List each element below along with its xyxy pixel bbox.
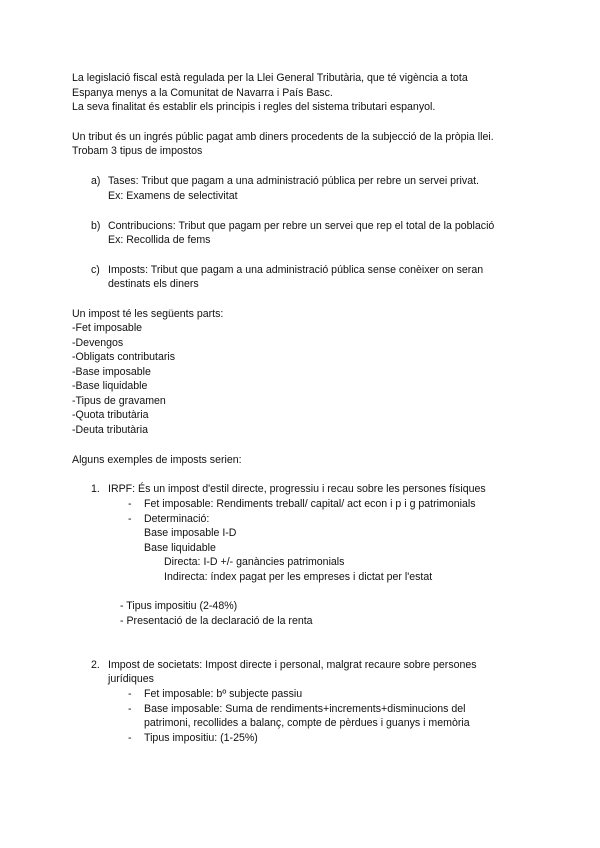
irpf-tipus: - Tipus impositiu (2-48%) [120,600,238,612]
type-b-line-2: Ex: Recollida de fems [108,234,211,246]
irpf-base-liquidable: Base liquidable [144,542,216,554]
irpf-fet-dash: - [128,498,132,510]
irpf-fet: Fet imposable: Rendiments treball/ capital/ act econ i p i g patrimonials [144,498,476,510]
parts-item: -Obligats contributaris [72,351,176,363]
irpf-indirecta: Indirecta: índex pagat per les empreses i dictat per l'estat [164,571,433,583]
parts-item: -Deuta tributària [72,424,148,436]
societats-tipus: Tipus impositiu: (1-25%) [144,732,258,744]
societats-fet-dash: - [128,688,132,700]
societats-title-1: Impost de societats: Impost directe i personal, malgrat recaure sobre persones [108,659,477,671]
irpf-presentacio: - Presentació de la declaració de la renta [120,615,313,627]
tribut-line-2: Trobam 3 tipus de impostos [72,145,203,157]
type-marker-b: b) [91,220,101,232]
tribut-line-1: Un tribut és un ingrés públic pagat amb diners procedents de la subjecció de la pròpia llei. [72,131,494,143]
irpf-determinacio: Determinació: [144,513,210,525]
intro-line-3: La seva finalitat és establir els principis i regles del sistema tributari espanyol. [72,101,436,113]
societats-fet: Fet imposable: bº subjecte passiu [144,688,303,700]
examples-heading: Alguns exemples de imposts serien: [72,454,242,466]
societats-title-2: jurídiques [108,673,154,685]
societats-base-line-1: Base imposable: Suma de rendiments+increments+disminucions del [144,703,466,715]
societats-base-line-2: patrimoni, recollides a balanç, compte de pèrdues i guanys i memòria [144,717,470,729]
parts-item: -Devengos [72,337,124,349]
parts-item: -Tipus de gravamen [72,395,166,407]
type-a-line-1: Tases: Tribut que pagam a una administració pública per rebre un servei privat. [108,175,479,187]
irpf-base-imposable: Base imposable I-D [144,527,237,539]
parts-heading: Un impost té les següents parts: [72,308,224,320]
parts-item: -Base liquidable [72,380,148,392]
type-b-line-1: Contribucions: Tribut que pagam per rebre un servei que rep el total de la població [108,220,495,232]
irpf-det-dash: - [128,513,132,525]
parts-item: -Base imposable [72,366,151,378]
type-marker-a: a) [91,175,101,187]
intro-line-1: La legislació fiscal està regulada per la Llei General Tributària, que té vigència a tota [72,72,468,84]
societats-base-dash: - [128,703,132,715]
societats-marker: 2. [91,659,100,671]
type-c-line-1: Imposts: Tribut que pagam a una administració pública sense conèixer on seran [108,264,484,276]
irpf-title: IRPF: És un impost d'estil directe, progressiu i recau sobre les persones físiques [108,483,486,495]
type-marker-c: c) [91,264,100,276]
type-c-line-2: destinats els diners [108,278,199,290]
societats-tipus-dash: - [128,732,132,744]
type-a-line-2: Ex: Examens de selectivitat [108,190,238,202]
intro-line-2: Espanya menys a la Comunitat de Navarra i País Basc. [72,87,333,99]
parts-item: -Quota tributària [72,409,149,421]
irpf-marker: 1. [91,483,100,495]
irpf-directa: Directa: I-D +/- ganàncies patrimonials [164,556,345,568]
parts-item: -Fet imposable [72,322,143,334]
